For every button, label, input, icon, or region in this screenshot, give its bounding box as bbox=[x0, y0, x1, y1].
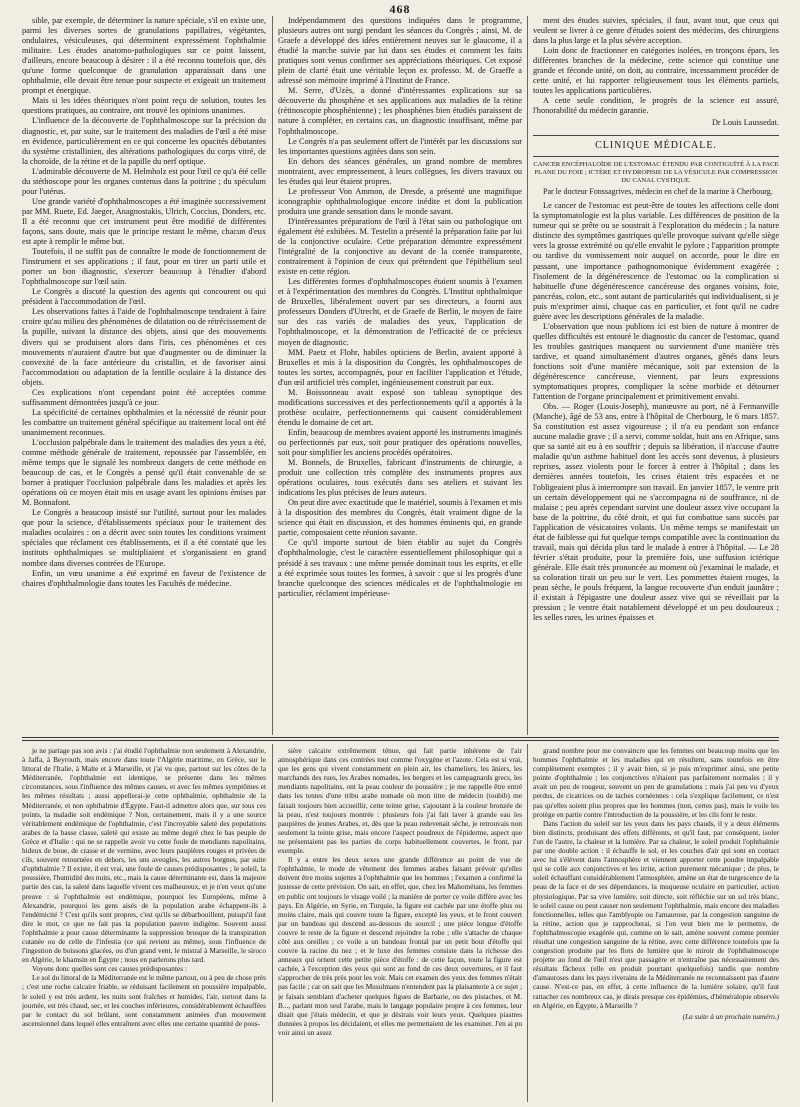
section-divider bbox=[22, 740, 779, 741]
bottom-column-1 bbox=[22, 746, 266, 1101]
paragraph: Voyons donc quelles sont ces causes prédisposantes : bbox=[32, 964, 187, 974]
paragraph: Mais si les idées théoriques n'ont point reçu de solution, toutes les questions pratiques, au contraire, ont trouvé les opinions unanimes. bbox=[22, 96, 266, 116]
paragraph: Enfin, un vœu unanime a été exprimé en faveur de l'existence de chaires d'ophthalmologie dans toutes les Facultés de médecine. bbox=[22, 568, 266, 588]
bottom-column-3 bbox=[533, 746, 779, 1101]
paragraph: Ces explications n'ont cependant point été acceptées comme suffisamment démontrées jusqu'à ce jour. bbox=[22, 387, 266, 407]
paragraph: L'admirable découverte de M. Helmholz est pour l'œil ce qu'a été celle du stéthoscope pour les organes contenus dans la poitrine ; du spéculum pour l'utérus. bbox=[22, 166, 266, 196]
section-rule bbox=[533, 156, 779, 157]
paragraph: sière calcaire extrêmement ténue, qui fait partie inhérente de l'air atmosphérique dans ces contrées tout comme l'oxygène et l'azote. Cela est si vrai, que les gens qui vivent constamment en plein air, les chameliers, les âniers, les marchands des rues, les Arabes nomades, les bergers et les campagnards grecs, les mendiants napolitains, ont la peau couleur de poussière ; je me rappelle être entré dans les tentes d'une tribu arabe nomade où mon titre de médecin (toubib) me faisait toujours bien accueillir, cette teinte grise, s'ajoutant à la couleur bronzée de la peau, n'est toujours montrée : plusieurs fois j'ai fait laver à grande eau les paupières de jeunes Arabes, et, dès que la peau redevenait sèche, je retrouvais non seulement la teinte grise, mais encore l'aspect poudreux de l'épiderme, aspect que ne présentaient pas les parties du corps habituellement couvertes, le front, par exemple. bbox=[278, 746, 522, 856]
paragraph: Le sol du littoral de la Méditerranée est le même partout, ou à peu de chose près ; c'est une roche calcaire friable, se réduisant facilement en poussière impalpable, le soleil y est très ardent, les nuits sont fraîches et humides, l'air, surtout dans la journée, est très chaud, sec, et les couches inférieures, considérablement échauffées par le contact du sol brûlant, sont constamment animées d'un mouvement ascensionnel dans lequel elles entraînent avec elles une certaine quantité de pous- bbox=[22, 973, 266, 1028]
top-column-2 bbox=[278, 16, 522, 735]
top-column-3 bbox=[533, 16, 779, 735]
page-number: 468 bbox=[389, 2, 411, 16]
paragraph: L'influence de la découverte de l'ophthalmoscope sur la précision du diagnostic, et, par suite, sur le traitement des maladies de l'œil a été mise en évidence, particulièrement en ce qui concerne les opacités débutantes du système cristallinien, des altérations pathologiques du corps vitré, de la choroïde, de la rétine et de la papille du nerf optique. bbox=[22, 116, 266, 166]
section-rule bbox=[533, 135, 779, 136]
column-divider bbox=[272, 744, 273, 1102]
paragraph: MM. Paetz et Flohr, habiles opticiens de Berlin, avaient apporté à Bruxelles et mis à la disposition du Congrès, les ophthalmoscopes de toutes les sortes, accompagnés, pour en faciliter l'application et l'étude, d'un œil artificiel très complet, ingénieusement construit par eux. bbox=[278, 347, 522, 387]
paragraph: Obs. — Roger (Louis-Joseph), manœuvre au port, né à Fermanville (Manche), âgé de 53 ans, entre à l'hôpital de Cherbourg, le 6 mars 1857. Sa constitution est assez vigoureuse ; il n'a eu pendant son enfance aucune maladie grave ; il a servi, comme soldat, huit ans en Afrique, sans que sa santé ait eu à en souffrir ; depuis sa libération, il n'accuse d'autre maladie qu'un asthme habituel dont les accès sont devenus, à plusieurs reprises, assez violents pour le forcer à entrer à l'hôpital ; dans les dernières années toutefois, les crises étaient très espacées et ne l'obligeaient plus à interrompre son travail. En janvier 1857, le ventre prit un certain développement qui ne s'accompagna ni de souffrance, ni de malaise ; peu après cependant survint une douleur assez vive occupant la base de la poitrine, du côté droit, et qui fut combattue sans succès par l'application de vésicatoires volants. Un même temps se manifestait un état de faiblesse qui fut quelque temps compatible avec la continuation du travail, mais qui décida plus tard le malade à entrer à l'hôpital. — Le 28 février s'était produite, pour la première fois, une suffusion ictérique générale. Elle était très prononcée au moment où j'examinai le malade, et sa coloration tirait un peu sur le vert. Les pommettes étaient rouges, la peau sèche, le pouls fréquent, la langue recouverte d'un enduit jaunâtre ; il existait à l'épigastre une douleur assez vive qui se réveillait par la pression ; le ventre était notablement développé et un peu douloureux ; les selles rares, les urines épaisses et bbox=[533, 402, 779, 623]
continued-note: (La suite à un prochain numéro.) bbox=[682, 1011, 779, 1021]
paragraph: Les observations faites à l'aide de l'ophthalmoscope tendraient à faire croire qu'au milieu des phénomènes de dilatation ou de rétrécissement de la pupille, suivant la distance des objets, ainsi que des mouvements divers qui se produisent alors dans l'iris, ces phénomènes et ces mouvements n'auraient d'autre but que d'augmenter ou de diminuer la convexité de la face antérieure du cristallin, et de favoriser ainsi l'accommodation ou adaptation de la lentille oculaire à la distance des objets. bbox=[22, 307, 266, 387]
case-author: Par le docteur Fonssagrives, médecin en chef de la marine à Cherbourg. bbox=[543, 187, 773, 197]
paragraph: Enfin, beaucoup de membres avaient apporté les instruments imaginés ou perfectionnés par eux, soit pour pratiquer des opérations nouvelles, soit pour simplifier les anciens procédés opératoires. bbox=[278, 427, 522, 458]
paragraph: A cette seule condition, le progrès de la science est assuré, l'honorabilité du médecin garantie. bbox=[533, 96, 779, 116]
paragraph: sible, par exemple, de déterminer la nature spéciale, s'il en existe une, parmi les diverses sortes de granulations papillaires, végétantes, ondulaires, vésiculeuses, qui déterminent expressément l'ophthalmie militaire. Les études anatomo-pathologiques sur ce point laissent, d'ailleurs, encore beaucoup à désirer : il a été reconnu toutefois que, dès qu'une forme quelconque de granulation apparaissait dans une ophthalmie, elle devait être tenue pour suspecte et exigeait un traitement prompt et énergique. bbox=[22, 16, 266, 96]
column-divider bbox=[527, 744, 528, 1102]
paragraph: ment des études suivies, spéciales, il faut, avant tout, que ceux qui veulent se livrer à ce genre d'études soient des médecins, des chirurgiens dans la plus large et la plus sévère acception. bbox=[533, 16, 779, 46]
column-divider bbox=[527, 16, 528, 735]
paragraph: L'observation que nous publions ici est bien de nature à montrer de quelles difficultés est entouré le diagnostic du cancer de l'estomac, quand les troubles gastriques manquent ou surviennent d'une manière très tardive, et quand simultanément d'autres organes, gênés dans leurs fonctions soit d'une manière mécanique, soit par extension de la dégénérescence cancéreuse, viennent, par leurs expressions symptomatiques propres, compliquer la scène morbide et détourner l'attention de l'organe principalement et primitivement envahi. bbox=[533, 321, 779, 402]
paragraph: D'intéressantes préparations de l'œil à l'état sain ou pathologique ont également été exhibées. M. Testelin a présenté la préparation faite par lui de la conjonctive oculaire. Cette préparation démontre expressément l'intégralité de la conjonctive au devant de la cornée transparente, contrairement à l'opinion de ceux qui prétendent que l'épithélium seul existe en cette région. bbox=[278, 216, 522, 277]
paragraph: Il y a entre les deux sexes une grande différence au point de vue de l'ophthalmie, le mode de vêtement des femmes arabes faisant prévoir qu'elles doivent être moins sujettes à l'ophthalmie que les hommes ; l'examen a confirmé la justesse de cette prévision. On sait, en effet, que, chez les Mahométans, les femmes en public ont toujours le visage voilé ; la manière de porter ce voile diffère avec les pays. En Algérie, en Syrie, en Turquie, la figure est cachée par une étoffe plus ou moins claire, mais qui couvre toute la figure, excepté les yeux, et le front couvert par un bandeau qui descend au-dessous du sourcil ; une pièce longue d'étoffe couvre le reste de la figure et descend rejoindre la robe ; elle s'attache de chaque côté aux oreilles ; ce voile a un bandeau frontal par un petit bout d'étoffe qui couvre la racine du nez ; et le luxe des femmes consiste dans la richesse des anneaux qui ornent cette petite pièce d'étoffe : de cette façon, toute la figure est cachée, à l'exception des yeux qui sont au fond de ces deux ouvertures, et il faut s'approcher de très près pour les voir. Mais cet examen des yeux des femmes n'était pas facile ; car on sait que les Musulmans n'entendent pas la plaisanterie à ce sujet ; je faisais semblant d'acheter quelques figues de Barbarie, ou des pistaches, et M. B..., parlant mon seul l'arabe, mais le langage populaire propre à ces femmes, leur disait que j'étais médecin, et que je désirais voir leurs yeux. Quelques piastres données à propos les décidaient, et elles me permettaient de les examiner. J'en ai pu voir ainsi un assez bbox=[278, 855, 522, 1037]
paragraph: grand nombre pour me convaincre que les femmes ont beaucoup moins que les hommes l'ophthalmie et les maladies qui en résultent, sans toutefois en être complètement exemptes ; il y avait bien, si je puis m'exprimer ainsi, une petite pointe d'ophthalmie ; les conjonctives n'étaient pas parfaitement normales ; il y avait un peu de rougeur, souvent un peu de granulations ; mais j'ai peu vu d'yeux perdus, de cicatrices ou de taches cornéennes : cela s'explique facilement, ce n'est pas qu'elles soient plus propres que les hommes (non, certes pas), mais le voile les protège en partie contre l'introduction de la poussière, et les cils font le reste. bbox=[533, 746, 779, 819]
paragraph: On peut dire avec exactitude que le matériel, soumis à l'examen et mis à la disposition des membres du Congrès, était vraiment digne de la science qui était en discussion, et des hommes éminents qui, en grande partie, composaient cette réunion savante. bbox=[278, 498, 522, 538]
column-divider bbox=[272, 16, 273, 735]
paragraph: Le cancer de l'estomac est peut-être de toutes les affections celle dont la symptomatologie est la plus variable. Les différences de position de la tumeur qui se prête ou se soustrait à l'exploration du médecin ; la nature distincte des symptômes gastriques qu'elle provoque suivant qu'elle siège vers la grosse extrémité ou qu'elle envahit le pylore ; l'apparition prompte ou tardive du vomissement noir auquel on accorde, pour le dire en passant, une importance pathognomonique évidemment exagérée ; l'isolement de la dégénérescence de l'estomac ou la complication si habituelle d'une dégénérescence cancéreuse des organes voisins, foie, pancréas, colon, etc., sont autant de particularités qui individualisent, si je puis m'exprimer ainsi, chaque cas en particulier, et font qu'il ne cadre guère avec les descriptions générales de la maladie. bbox=[533, 201, 779, 321]
paragraph: Loin donc de fractionner en catégories isolées, en tronçons épars, les différentes branches de la médecine, cette science qui constitue une grande et féconde unité, on doit, au contraire, incessamment procéder de cette unité, et lui rapporter religieusement tous les éléments partiels, toutes les applications particulières. bbox=[533, 46, 779, 96]
author-signature: Dr Louis Laussedat. bbox=[711, 118, 779, 128]
paragraph: M. Bonnels, de Bruxelles, fabricant d'instruments de chirurgie, a produit une collection très complète des instruments propres aux opérations oculaires, tous exécutés dans ses ateliers et suivant les indications les plus précises de leurs auteurs. bbox=[278, 458, 522, 498]
paragraph: Les différentes formes d'ophthalmoscopes étaient soumis à l'examen et à l'expérimentation des membres du Congrès. L'Institut ophthalmique de Bruxelles, libéralement ouvert par ses directeurs, a fourni aux professeurs Donders d'Utrecht, et de Graefe de Berlin, le moyen de faire sur des cas variés de maladies des yeux, l'application de l'ophthalmoscope, et la démonstration de l'efficacité de ce précieux moyen de diagnostic. bbox=[278, 277, 522, 347]
case-heading: CANCER ENCÉPHALOÏDE DE L'ESTOMAC ÉTENDU PAR CONTIGUÏTÉ À LA FACE PLANE DU FOIE ; ICTÈRE ET HYDROPISIE DE LA VÉSICULE PAR COMPRESSION DU CANAL CYSTIQUE. bbox=[533, 160, 779, 184]
paragraph: L'occlusion palpébrale dans le traitement des maladies des yeux a été, comme méthode générale de traitement, repoussée par l'assemblée, en même temps que le signalé les nombreux dangers de cette méthode en beaucoup de cas, et le Congrès a pensé qu'il était convenable de se borner à pratiquer l'occlusion palpébrale dans les maladies et après les opérations où ce moyen était mis en usage avant les opinions émises par M. Bonnafont. bbox=[22, 437, 266, 508]
paragraph: M. Serre, d'Uzès, a donné d'intéressantes explications sur sa découverte du phosphène et ses applications aux maladies de la rétine (rétinoscopie phosphénienne) ; les phosphènes bien étudiés paraissent de nature à compléter, en certains cas, un diagnostic insuffisant, même par l'ophthalmoscope. bbox=[278, 86, 522, 136]
paragraph: Une grande variété d'ophthalmoscopes a été imaginée successivement par MM. Ruete, Ed. Jaeger, Anagnostakis, Ulrich, Coccius, Donders, etc. Il a été reconnu que cet instrument peut être modifié de différentes façons, sans doute, mais que le principe restant le même, chacun d'eux est apte à remplir le même but. bbox=[22, 196, 266, 247]
paragraph: Le Congrès n'a pas seulement offert de l'intérêt par les discussions sur les importantes questions agitées dans son sein. bbox=[278, 136, 522, 156]
paragraph: M. Boissonneau avait exposé son tableau synoptique des modifications successives et des perfectionnements qu'il a apportés à la prothèse oculaire, perfectionnements qui causent considérablement étendu le domaine de cet art. bbox=[278, 387, 522, 427]
paragraph: Le Congrès a discuté la question des agents qui concourent ou qui président à l'accommodation de l'œil. bbox=[22, 287, 266, 307]
paragraph: Le Congrès a beaucoup insisté sur l'utilité, surtout pour les malades que pour la science, d'établissements spéciaux pour le traitement des maladies oculaires : on a décrit avec soin toutes les conditions vraiment spéciales que réclament ces établissements, et il a été constaté que les instituts ophthalmiques se multipliaient et s'organisaient en grand nombre dans diverses contrées de l'Europe. bbox=[22, 508, 266, 568]
paragraph: La spécificité de certaines ophthalmies et la nécessité de réunir pour les combattre un traitement général spécifique au traitement local ont été unanimement reconnues. bbox=[22, 407, 266, 437]
section-divider bbox=[22, 737, 779, 738]
paragraph: En dehors des séances générales, un grand nombre de membres montraient, avec empressement, à leurs collègues, les divers travaux ou les études qui leur étaient propres. bbox=[278, 156, 522, 186]
section-header bbox=[533, 135, 779, 157]
bottom-column-2 bbox=[278, 746, 522, 1101]
section-title: CLINIQUE MÉDICALE. bbox=[595, 139, 717, 151]
paragraph: Dans l'action du soleil sur les yeux dans les pays chauds, il y a deux éléments bien distincts, produisant des effets différents, et qu'il faut, par conséquent, isoler l'un de l'autre, la chaleur et la lumière. Par sa chaleur, le soleil produit l'ophthalmie par une double action : il échauffe le sol, et les couches d'air qui sont en contact avec lui s'élèvent dans l'atmosphère et viennent apporter cette poudre impalpable qui se colle aux conjonctives et les irrite, action purement mécanique ; de plus, le soleil échauffant considérablement l'atmosphère, amène un état de turgescence de la peau de la face et de ses dépendances, la muqueuse oculaire en particulier, action physiologique. Par sa vive lumière, soit directe, soit réfléchie sur un sol très blanc, le soleil cause ou peut causer non seulement l'ophthalmie, mais encore des maladies fonctionnelles, telles que l'amblyopie ou l'amaurose, par la congestion sanguine de la rétine, action que je rapprocherai, si l'on veut bien me le permettre, de l'ophthalmoscopie exagérée qui, comme on le sait, amène souvent comme premier résultat une congestion sanguine de la rétine, avec cette différence toutefois que la congestion produite par les flots de lumière que le miroir de l'ophthalmoscope projette au fond de l'œil n'est que passagère et n'entraîne pas nécessairement des résultats fâcheux (elle en produit pourtant quelquefois) tandis que nombre d'amauroses dans les pays riverains de la Méditerranée ne reconnaissent pas d'autre cause. N'est-ce pas, en effet, à cette influence de la lumière solaire, qu'il faut rattacher ces nombreux cas, je dirais presque ces épidémies, d'héméralopie observés en Algérie, en Égypte, à Marseille ? bbox=[533, 818, 779, 1010]
paragraph: Toutefois, il ne suffit pas de connaître le mode de fonctionnement de l'instrument et ses applications ; il faut, pour en tirer un parti utile et porter un bon diagnostic, s'exercer beaucoup à l'étudier d'abord l'ophthalmoscope sur l'œil sain. bbox=[22, 247, 266, 287]
paragraph: Indépendamment des questions indiquées dans le programme, plusieurs autres ont surgi pendant les séances du Congrès ; ainsi, M. de Graefe a développé des idées entièrement neuves sur le glaucome, il a étudié la marche suivie par lui dans ses études et comment les faits pratiques sont venus confirmer ses appréciations théoriques. Cet exposé plein de clarté était une véritable leçon ex professo. M. de Graeffe a adressé son mémoire imprimé à l'Institut de France. bbox=[278, 16, 522, 86]
paragraph: Ce qu'il importe surtout de bien établir au sujet du Congrès d'ophthalmologie, c'est le caractère essentiellement philosophique qui a présidé à ses travaux : une même pensée dominait tous les esprits, et elle a été exprimée sous toutes les formes, à savoir : que si les progrès d'une branche quelconque des sciences médicales et de l'ophthalmologie en particulier, réclament impérieuse- bbox=[278, 538, 522, 598]
top-column-1 bbox=[22, 16, 266, 735]
paragraph: je ne partage pas son avis : j'ai étudié l'ophthalmie non seulement à Alexandrie, à Jaffa, à Beyrouth, mais encore dans toute l'Algérie maritime, en Grèce, sur le littoral de l'Italie, à Malte et à Marseille, et j'ai vu que, partout sur les côtes de la Méditerranée, l'ophthalmie est identique, se présente dans les mêmes circonstances, sous l'influence des mêmes causes, et avec les mêmes symptômes et les mêmes résultats ; aussi appellerai-je cette ophthalmie, ophthalmie de la Méditerranée, et non ophthalmie d'Égypte. Faut-il admettre alors que, sur tous ces points, la maladie soit endémique ? Non, certainement, mais il y a une source véritablement endémique de l'ophthalmie, c'est l'incroyable saleté des populations arabes de la basse classe, saleté qui existe au même degré chez le bas peuple de Grèce et d'Italie : qui ne se rappelle avoir vu cette foule de mendiants napolitains, hideux de boue, de crasse et de vermine, avec leurs paupières rouges et privées de cils, souvent retournées en dehors, les uns aveugles, les autres borgnes, par suite d'ophthalmie ? Il existe, il est vrai, une foule de causes prédisposantes ; le soleil, la poussière, l'humidité des nuits, etc., mais la cause déterminante est, dans la majeure partie des cas, la saleté dans laquelle vivent ces malheureux, et je n'en veux qu'une preuve : si l'ophthalmie est endémique, pourquoi les Européens, même à Alexandrie, pourquoi les gens aisés de la population arabe échappent-ils à l'endémicité ? C'est qu'ils sont propres, c'est qu'ils se débarbouillent, puisqu'il faut dire le mot, ce que ne fait pas la population pauvre indigène. Souvent aussi l'ophthalmie a pour cause déterminante la suppression brusque de la transpiration cutanée ou de celle de l'infestia (ce qui revient au même), sous l'influence de l'ingestion de boissons glacées, ou d'un grand vent, le mistral à Marseille, le siroco en Algérie, le khamsin en Égypte ; nous en parlerons plus tard. bbox=[22, 746, 266, 965]
paragraph: Le professeur Von Ammon, de Dresde, a présenté une magnifique iconographie ophthalmologique encore inédite et dont la publication produira une grande sensation dans le monde savant. bbox=[278, 186, 522, 216]
